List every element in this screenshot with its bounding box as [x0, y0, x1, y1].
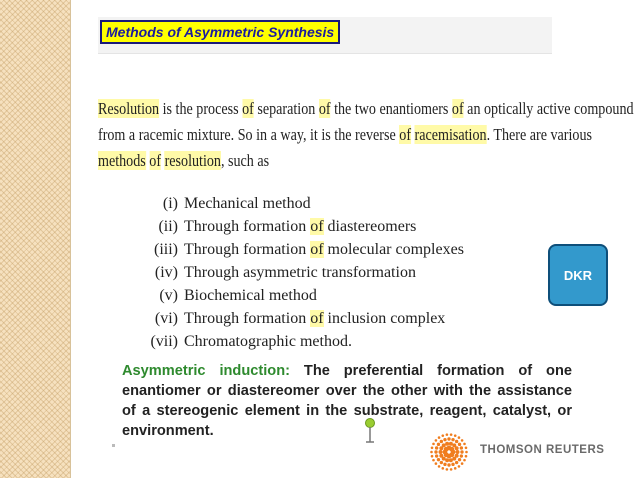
paragraph-line [98, 96, 634, 122]
method-text-part: Chromatographic method. [184, 333, 352, 350]
method-number: (i) [162, 195, 178, 212]
method-text [184, 238, 464, 261]
method-text-part: diastereomers [323, 218, 417, 235]
method-number: (vi) [154, 310, 178, 327]
dkr-label: DKR [563, 267, 593, 283]
highlighted-word: of [451, 99, 464, 118]
method-item [136, 215, 464, 238]
resolution-paragraph [98, 96, 634, 174]
method-text-part: Through formation [184, 310, 311, 327]
method-text-part: inclusion complex [323, 310, 446, 327]
highlighted-word: racemisation [414, 125, 487, 144]
paragraph-text: , such as [220, 151, 270, 170]
method-text [184, 215, 416, 238]
paragraph-text: separation [253, 99, 319, 118]
highlighted-word: methods [98, 151, 146, 170]
method-text [184, 307, 445, 330]
method-number: (vii) [150, 333, 178, 350]
method-item [136, 238, 464, 261]
method-text [184, 284, 317, 307]
decorative-side-strip [0, 0, 71, 478]
paragraph-text: the two enantiomers [330, 99, 452, 118]
method-number: (ii) [158, 218, 178, 235]
method-item [136, 330, 464, 353]
asymmetric-induction-definition [122, 361, 572, 441]
method-number: (iii) [154, 241, 178, 258]
highlighted-word: of [310, 310, 324, 327]
highlighted-word: of [318, 99, 331, 118]
highlighted-word: of [149, 151, 162, 170]
method-item [136, 284, 464, 307]
stray-dot [112, 444, 115, 447]
method-number: (iv) [154, 264, 178, 281]
method-text-part: molecular complexes [323, 241, 464, 258]
method-item [136, 261, 464, 284]
method-text-part: Through formation [184, 218, 311, 235]
method-item [136, 192, 464, 215]
method-text [184, 330, 352, 353]
highlighted-word: of [310, 241, 324, 258]
method-item [136, 307, 464, 330]
method-text-part: Mechanical method [184, 195, 311, 212]
slide-title-box [100, 20, 340, 44]
highlighted-word: of [242, 99, 254, 118]
paragraph-text: an optically active compound [463, 99, 634, 118]
paragraph-text: is the process [159, 99, 243, 118]
paragraph-text: from a racemic mixture. So in a way, it is the reverse [98, 125, 400, 144]
paragraph-text: . There are various [486, 125, 592, 144]
induction-term: Asymmetric induction: [122, 363, 290, 379]
paragraph-line [98, 148, 562, 174]
induction-text: The preferential formation of one enantiomer or diastereomer over the other with the assistance of a stereogenic element in the substrate, reagent, catalyst, or environment. [122, 363, 572, 439]
publisher-name: THOMSON REUTERS [480, 444, 605, 456]
highlighted-word: resolution [164, 151, 221, 170]
highlighted-word: Resolution [98, 99, 160, 118]
method-text-part: Through asymmetric transformation [184, 264, 416, 281]
method-text [184, 261, 416, 284]
dkr-button[interactable] [548, 244, 608, 306]
paragraph-line [98, 122, 592, 148]
text-cursor-icon [363, 418, 377, 446]
method-number: (v) [159, 287, 178, 304]
method-text-part: Biochemical method [184, 287, 317, 304]
highlighted-word: of [310, 218, 324, 235]
method-text [184, 192, 311, 215]
thomson-reuters-logo-icon [429, 432, 469, 472]
slide-title: Methods of Asymmetric Synthesis [106, 24, 335, 40]
methods-list [136, 192, 464, 353]
method-text-part: Through formation [184, 241, 311, 258]
highlighted-word: of [399, 125, 412, 144]
